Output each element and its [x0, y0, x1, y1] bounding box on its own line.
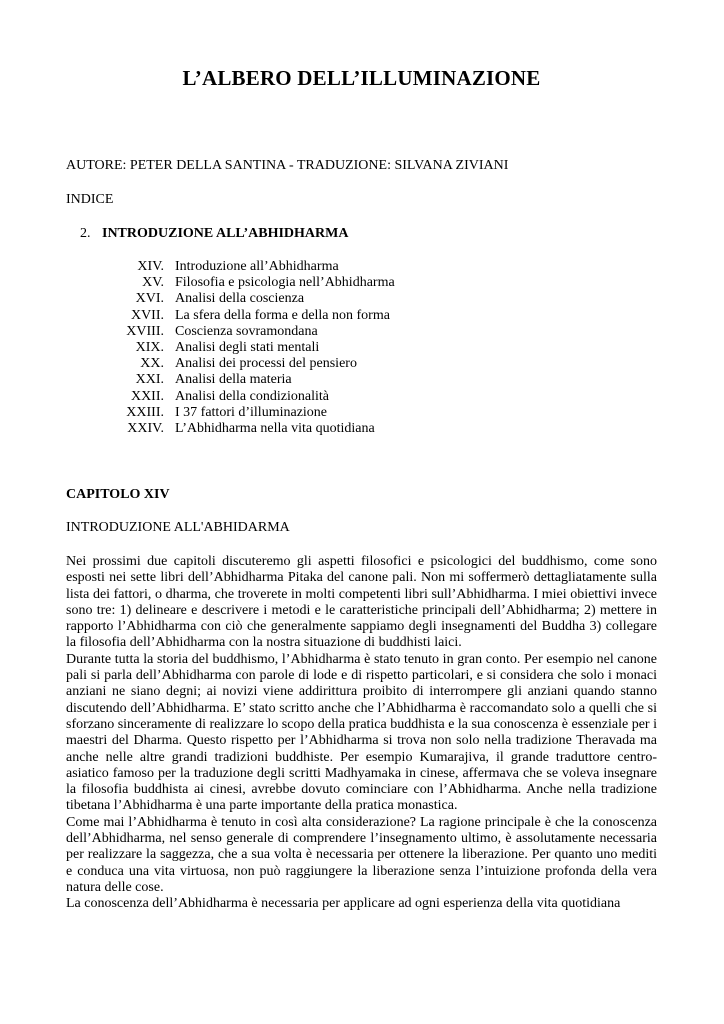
toc-item-number: XX. [140, 356, 164, 372]
toc-item [66, 259, 339, 275]
index-label: INDICE [66, 192, 114, 207]
toc-item-title: Analisi della coscienza [175, 291, 305, 307]
toc-item-number: XXIV. [127, 420, 164, 436]
toc-item-title: Analisi della materia [175, 372, 292, 388]
toc-item [66, 404, 328, 421]
document-title: L’ALBERO DELL’ILLUMINAZIONE [182, 66, 541, 90]
toc-item [66, 388, 329, 405]
paragraph: Come mai l’Abhidharma è tenuto in così alta considerazione? La ragione principale è che la conoscenza dell’Abhidharma, nel senso generale di comprendere l’insegnamento ultimo, è assolutamente necessaria per realizzare la saggezza, che a sua volta è necessaria per ottenere la liberazione. Per quanto uno mediti e conduca una vita virtuosa, non può raggiungere la liberazione senza l’intuizione profonda della vera natura delle cose. [66, 814, 657, 895]
toc-item-number: XIV. [137, 259, 164, 274]
toc-item-title: L’Abhidharma nella vita quotidiana [175, 420, 375, 436]
toc-item-number: XXI. [135, 372, 164, 388]
toc-item [66, 307, 390, 324]
toc-item-title: Analisi della condizionalità [175, 388, 329, 404]
toc-item-title: Coscienza sovramondana [175, 323, 318, 339]
toc-item [66, 339, 320, 356]
toc-item-number: XVII. [130, 307, 164, 323]
toc-item-title: I 37 fattori d’illuminazione [175, 404, 328, 420]
chapter-heading: CAPITOLO XIV [66, 487, 170, 502]
toc-item-title: Analisi dei processi del pensiero [175, 356, 357, 372]
toc-item-number: XXIII. [126, 404, 164, 420]
toc-item-number: XVI. [135, 291, 164, 307]
section-title: INTRODUZIONE ALL’ABHIDHARMA [102, 226, 349, 241]
toc-item-number: XIX. [135, 339, 164, 355]
author-line: AUTORE: PETER DELLA SANTINA - TRADUZIONE: SILVANA ZIVIANI [66, 158, 509, 173]
section-heading [80, 226, 348, 242]
paragraph: La conoscenza dell’Abhidharma è necessaria per applicare ad ogni esperienza della vita quotidiana [66, 896, 621, 912]
body-text [66, 554, 657, 913]
paragraph: Durante tutta la storia del buddhismo, l’Abhidharma è stato tenuto in gran conto. Per esempio nel canone pali si parla dell’Abhidharma con parole di lode e di rispetto particolari, e si considera che solo i monaci anziani ne siano degni; ai novizi viene addirittura proibito di interrompere gli anziani quando stanno discutendo dell’Abhidharma. E’ stato scritto anche che l’Abhidharma è raccomandato solo a quelli che si sforzano sinceramente di realizzare lo scopo della pratica buddhista e la sua conoscenza è essenziale per i maestri del Dharma. Questo rispetto per l’Abhidharma si trova non solo nella tradizione Theravada ma anche nelle altre grandi tradizioni buddhiste. Per esempio Kumarajiva, il grande traduttore centro-asiatico famoso per la traduzione degli scritti Madhyamaka in cinese, affermava che se voleva insegnare la filosofia buddhista ai cinesi, avrebbe dovuto cominciare con l’Abhidharma. Anche nella tradizione tibetana l’Abhidharma è una parte importante della pratica monastica. [66, 651, 657, 814]
paragraph: Nei prossimi due capitoli discuteremo gli aspetti filosofici e psicologici del buddhismo, come sono esposti nei sette libri dell’Abhidharma Pitaka del canone pali. Non mi soffermerò dettagliatamente sulla lista dei fattori, o dharma, che troverete in molti competenti libri sull’Abhidharma. I miei obiettivi invece sono tre: 1) delineare e descrivere i metodi e le caratteristiche principali dell’Abhidharma; 2) mettere in rapporto l’Abhidharma con ciò che generalmente sappiamo degli insegnamenti del Buddha 3) collegare la filosofia dell’Abhidharma con la nostra situazione di buddhisti laici. [66, 554, 657, 651]
toc-item-title: La sfera della forma e della non forma [175, 307, 390, 323]
toc-item-number: XXII. [130, 388, 164, 404]
table-of-contents [66, 259, 395, 437]
toc-item [66, 275, 395, 291]
toc-item-title: Analisi degli stati mentali [175, 339, 320, 355]
toc-item [66, 372, 292, 388]
toc-item [66, 356, 357, 372]
toc-item-title: Introduzione all’Abhidharma [175, 259, 339, 274]
toc-item [66, 323, 318, 340]
toc-item [66, 291, 305, 307]
toc-item-number: XVIII. [126, 323, 164, 339]
chapter-subtitle: INTRODUZIONE ALL'ABHIDARMA [66, 520, 290, 535]
toc-item [66, 420, 375, 437]
toc-item-title: Filosofia e psicologia nell’Abhidharma [175, 275, 395, 291]
toc-item-number: XV. [142, 275, 164, 291]
section-number: 2. [80, 226, 91, 241]
